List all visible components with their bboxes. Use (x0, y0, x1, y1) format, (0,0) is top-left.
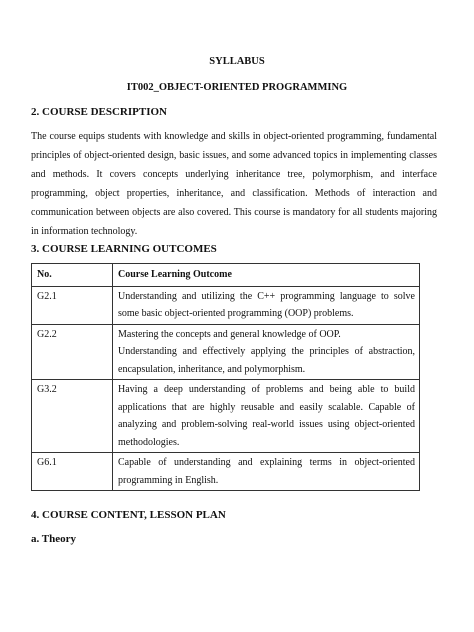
outcome-description (113, 324, 420, 380)
outcome-line: Understanding and utilizing the C++ programming language to solve some basic object-oriented programming (OOP) problems. (118, 290, 415, 319)
outcome-description (113, 286, 420, 324)
outcome-line: Mastering the concepts and general knowledge of OOP. (118, 328, 341, 340)
outcome-number: G3.2 (32, 380, 113, 453)
document-title: SYLLABUS (209, 56, 265, 67)
outcome-number: G2.1 (32, 286, 113, 324)
course-title: IT002_OBJECT-ORIENTED PROGRAMMING (126, 82, 348, 93)
outcome-number: G6.1 (32, 453, 113, 491)
course-description-text: The course equips students with knowledge and skills in object-oriented programming, fundamental principles of object-oriented design, basic issues, and some advanced topics in implementing classes and methods. It covers concepts underlying inheritance tree, polymorphism, and interface programming, object properties, inheritance, and classification. Methods of interaction and communication between objects are also covered. This course is mandatory for all students majoring in information technology. (31, 131, 437, 237)
outcome-line: Understanding and effectively applying the principles of abstraction, encapsulation, inheritance, and polymorphism. (118, 346, 415, 375)
section-heading-outcomes: 3. COURSE LEARNING OUTCOMES (31, 243, 217, 255)
outcome-description (113, 380, 420, 453)
column-header-no: No. (32, 264, 113, 287)
learning-outcomes-table (31, 263, 420, 491)
outcome-line: Having a deep understanding of problems and being able to build applications that are highly reusable and easily scalable. Capable of analyzing and problem-solving real-world issues using object-oriented methodologies. (118, 384, 415, 448)
table-header-row (32, 264, 420, 287)
section-heading-content: 4. COURSE CONTENT, LESSON PLAN (31, 509, 226, 521)
outcome-line: Capable of understanding and explaining terms in object-oriented programming in English. (118, 457, 415, 486)
subsection-heading-theory: a. Theory (31, 533, 77, 545)
table-row (32, 380, 420, 453)
table-row (32, 286, 420, 324)
table-row (32, 324, 420, 380)
outcome-number: G2.2 (32, 324, 113, 380)
column-header-outcome: Course Learning Outcome (113, 264, 420, 287)
section-heading-description: 2. COURSE DESCRIPTION (31, 106, 167, 118)
outcome-description (113, 453, 420, 491)
table-row (32, 453, 420, 491)
